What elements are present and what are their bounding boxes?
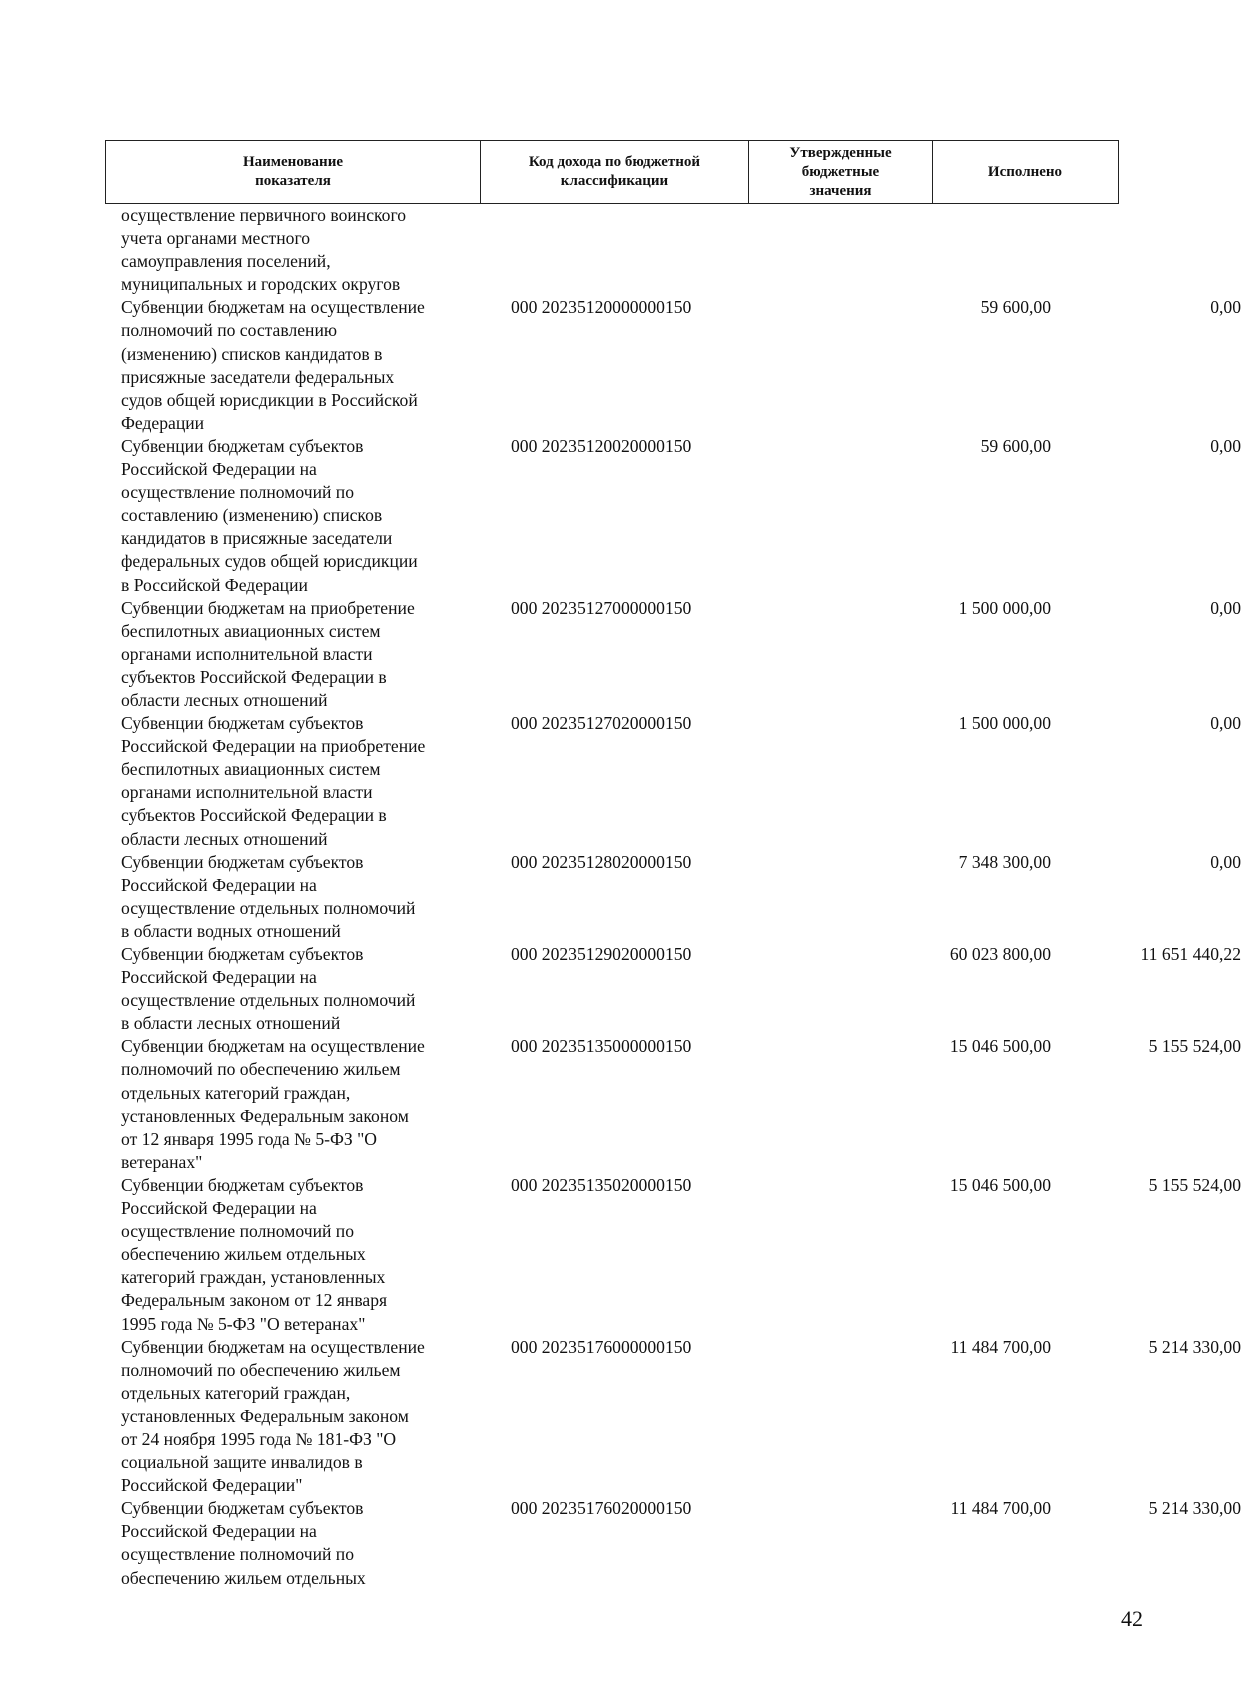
row-plan: 60 023 800,00 bbox=[949, 944, 1051, 964]
table-row bbox=[121, 204, 481, 296]
row-plan: 11 484 700,00 bbox=[950, 1336, 1051, 1357]
row-code: 000 20235176000000150 bbox=[511, 1336, 692, 1357]
row-name: Субвенции бюджетам на осуществление полномочий по составлению (изменению) списков кандидатов в присяжные заседатели федеральных судов общей юрисдикции в Российской Федерации bbox=[121, 297, 425, 433]
table-row bbox=[121, 1336, 1241, 1498]
header-done: Исполнено bbox=[987, 163, 1063, 180]
row-name: Субвенции бюджетам субъектов Российской Федерации на осуществление отдельных полномочий в области водных отношений bbox=[121, 851, 416, 941]
table-row bbox=[121, 435, 1241, 597]
table-row bbox=[121, 851, 1241, 943]
row-name: Субвенции бюджетам субъектов Российской Федерации на осуществление полномочий по обеспечению жильем отдельных bbox=[121, 1498, 366, 1588]
row-name: Субвенции бюджетам субъектов Российской Федерации на осуществление полномочий по составлению (изменению) списков кандидатов в присяжные заседатели федеральных судов общей юрисдикции в Российской Федерации bbox=[121, 435, 418, 595]
row-name: Субвенции бюджетам на осуществление полномочий по обеспечению жильем отдельных категорий граждан, установленных Федеральным законом от 12 января 1995 года № 5-ФЗ "О ветеранах" bbox=[121, 1036, 425, 1172]
page-number: 42 bbox=[1121, 1606, 1143, 1631]
row-code: 000 20235128020000150 bbox=[511, 851, 692, 872]
table-row bbox=[121, 296, 1241, 435]
row-plan: 15 046 500,00 bbox=[949, 1174, 1051, 1195]
row-plan: 15 046 500,00 bbox=[949, 1036, 1051, 1057]
row-code: 000 20235129020000150 bbox=[511, 944, 692, 964]
row-done: 5 155 524,00 bbox=[1148, 1174, 1241, 1195]
row-name: Субвенции бюджетам на приобретение беспилотных авиационных систем органами исполнительной власти субъектов Российской Федерации в области лесных отношений bbox=[121, 597, 415, 710]
row-done: 0,00 bbox=[1210, 851, 1241, 872]
row-code: 000 20235120020000150 bbox=[511, 435, 692, 456]
row-name: Субвенции бюджетам субъектов Российской Федерации на осуществление отдельных полномочий в области лесных отношений bbox=[121, 944, 416, 1034]
row-name: Субвенции бюджетам субъектов Российской Федерации на осуществление полномочий по обеспечению жильем отдельных категорий граждан, установленных Федеральным законом от 12 января 1995 года № 5-ФЗ "О ветеранах" bbox=[121, 1174, 388, 1334]
row-plan: 11 484 700,00 bbox=[950, 1498, 1051, 1519]
row-code: 000 20235135000000150 bbox=[511, 1036, 692, 1057]
table-row bbox=[121, 597, 1241, 712]
header-name: Наименование показателя bbox=[106, 141, 481, 203]
table-row bbox=[121, 1035, 1241, 1174]
row-name: осуществление первичного воинского учета органами местного самоуправления поселений, муниципальных и городских округов bbox=[121, 205, 407, 295]
row-done: 5 214 330,00 bbox=[1148, 1336, 1241, 1357]
row-plan: 1 500 000,00 bbox=[958, 597, 1051, 618]
table-header bbox=[105, 140, 1119, 204]
row-done: 11 651 440,22 bbox=[1140, 944, 1241, 964]
row-name: Субвенции бюджетам на осуществление полномочий по обеспечению жильем отдельных категорий граждан, установленных Федеральным законом от 24 ноября 1995 года № 181-ФЗ "О социальной защите инвалидов в Российской Федерации" bbox=[121, 1336, 425, 1496]
row-done: 0,00 bbox=[1210, 435, 1241, 456]
header-plan: Утвержденные бюджетные значения bbox=[749, 141, 933, 203]
row-done: 0,00 bbox=[1210, 713, 1241, 734]
row-plan: 7 348 300,00 bbox=[958, 851, 1051, 872]
table-row bbox=[121, 943, 1241, 1035]
row-done: 0,00 bbox=[1210, 597, 1241, 618]
table-row bbox=[121, 1497, 1241, 1589]
table-row bbox=[121, 712, 1241, 851]
row-done: 5 214 330,00 bbox=[1148, 1498, 1241, 1519]
row-done: 0,00 bbox=[1210, 297, 1241, 318]
row-plan: 59 600,00 bbox=[980, 435, 1051, 456]
header-code: Код дохода по бюджетной классификации bbox=[481, 141, 749, 203]
row-plan: 1 500 000,00 bbox=[958, 713, 1051, 734]
row-code: 000 20235135020000150 bbox=[511, 1174, 692, 1195]
row-done: 5 155 524,00 bbox=[1148, 1036, 1241, 1057]
row-plan: 59 600,00 bbox=[980, 297, 1051, 318]
table-row bbox=[121, 1174, 1241, 1336]
row-code: 000 20235120000000150 bbox=[511, 297, 692, 318]
row-code: 000 20235127020000150 bbox=[511, 713, 692, 734]
row-name: Субвенции бюджетам субъектов Российской Федерации на приобретение беспилотных авиационных систем органами исполнительной власти субъектов Российской Федерации в области лесных отношений bbox=[121, 713, 426, 849]
row-code: 000 20235127000000150 bbox=[511, 597, 692, 618]
row-code: 000 20235176020000150 bbox=[511, 1498, 692, 1519]
table-body bbox=[121, 204, 1241, 1590]
